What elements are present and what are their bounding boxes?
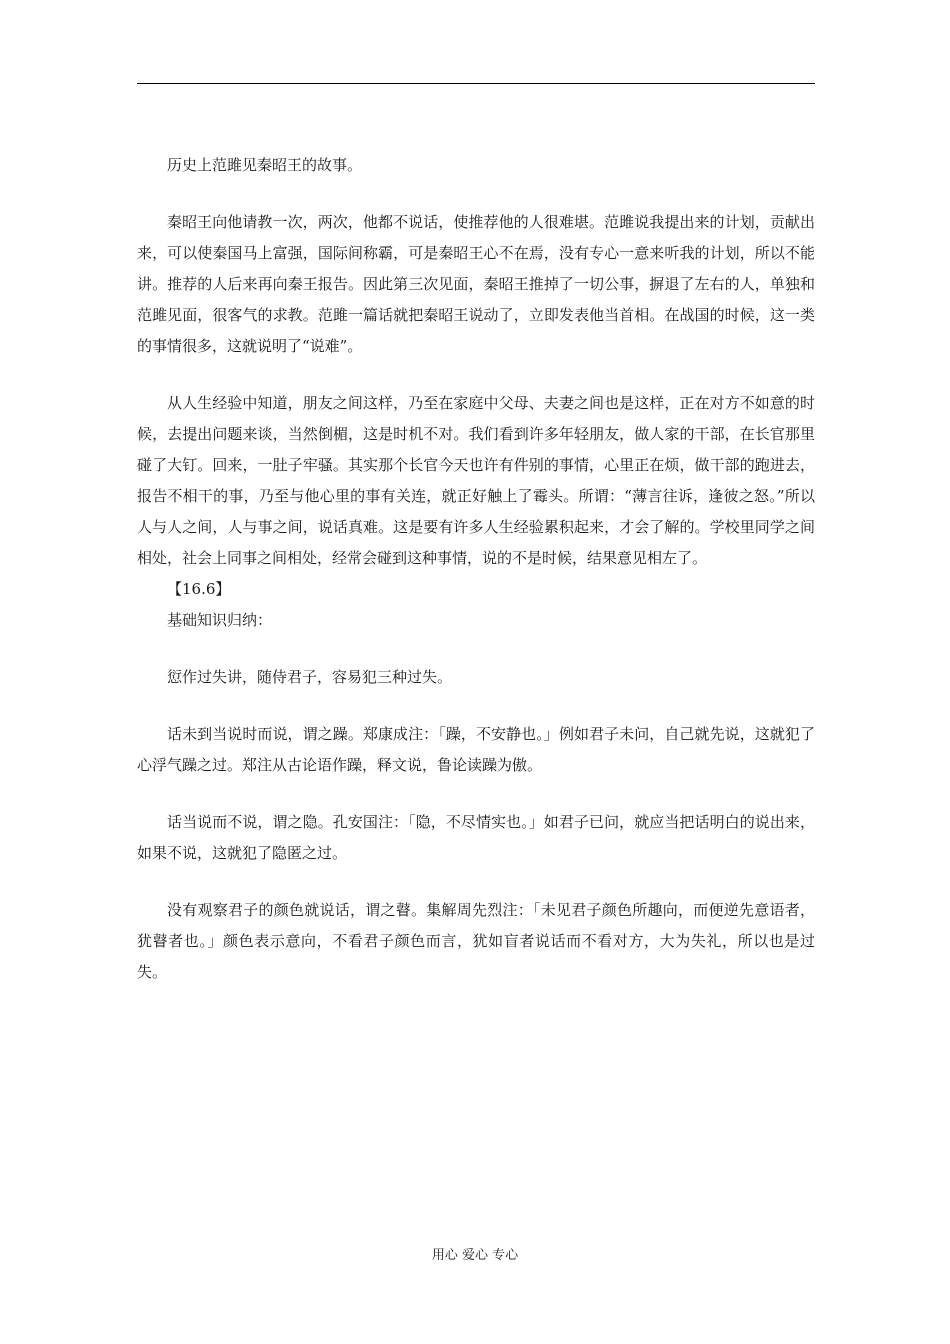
paragraph-gap — [137, 869, 815, 895]
document-body — [137, 150, 815, 988]
paragraph-story-intro: 历史上范雎见秦昭王的故事。 — [167, 156, 363, 174]
paragraph-gap — [137, 693, 815, 719]
paragraph-gap — [137, 181, 815, 207]
paragraph-gap — [137, 636, 815, 662]
summary-label: 基础知识归纳： — [167, 611, 273, 629]
paragraph-zao: 话未到当说时而说，谓之躁。郑康成注：「躁，不安静也。」例如君子未问，自己就先说，这就犯了心浮气躁之过。郑注从古论语作躁，释文说，鲁论读躁为傲。 — [137, 725, 815, 774]
paragraph-gap — [137, 362, 815, 388]
page-footer: 用心 爱心 专心 — [431, 1248, 519, 1263]
paragraph-gap — [137, 781, 815, 807]
header-rule — [137, 83, 815, 84]
section-label: 【16.6】 — [167, 580, 231, 598]
paragraph-yin: 话当说而不说，谓之隐。孔安国注：「隐，不尽情实也。」如君子已问，就应当把话明白的说出来，如果不说，这就犯了隐匿之过。 — [137, 813, 815, 862]
paragraph-gu: 没有观察君子的颜色就说话，谓之瞽。集解周先烈注：「未见君子颜色所趣向，而便逆先意语者，犹瞽者也。」颜色表示意向，不看君子颜色而言，犹如盲者说话而不看对方，大为失礼，所以也是过失。 — [137, 901, 815, 981]
paragraph-life-experience: 从人生经验中知道，朋友之间这样，乃至在家庭中父母、夫妻之间也是这样，正在对方不如意的时候，去提出问题来谈，当然倒楣，这是时机不对。我们看到许多年轻朋友，做人家的干部，在长官那里碰了大钉。回来，一肚子牢骚。其实那个长官今天也许有件别的事情，心里正在烦，做干部的跑进去，报告不相干的事，乃至与他心里的事有关连，就正好触上了霉头。所谓：“薄言往诉，逢彼之怒。”所以人与人之间，人与事之间，说话真难。这是要有许多人生经验累积起来，才会了解的。学校里同学之间相处，社会上同事之间相处，经常会碰到这种事情，说的不是时候，结果意见相左了。 — [137, 394, 815, 567]
paragraph-qin-zhaowang: 秦昭王向他请教一次，两次，他都不说话，使推荐他的人很难堪。范雎说我提出来的计划，贡献出来，可以使秦国马上富强，国际间称霸，可是秦昭王心不在焉，没有专心一意来听我的计划，所以不能讲。推荐的人后来再向秦王报告。因此第三次见面，秦昭王推掉了一切公事，摒退了左右的人，单独和范雎见面，很客气的求教。范雎一篇话就把秦昭王说动了，立即发表他当首相。在战国的时候，这一类的事情很多，这就说明了“说难”。 — [137, 213, 815, 355]
paragraph-three-faults: 愆作过失讲，随侍君子，容易犯三种过失。 — [167, 668, 453, 686]
